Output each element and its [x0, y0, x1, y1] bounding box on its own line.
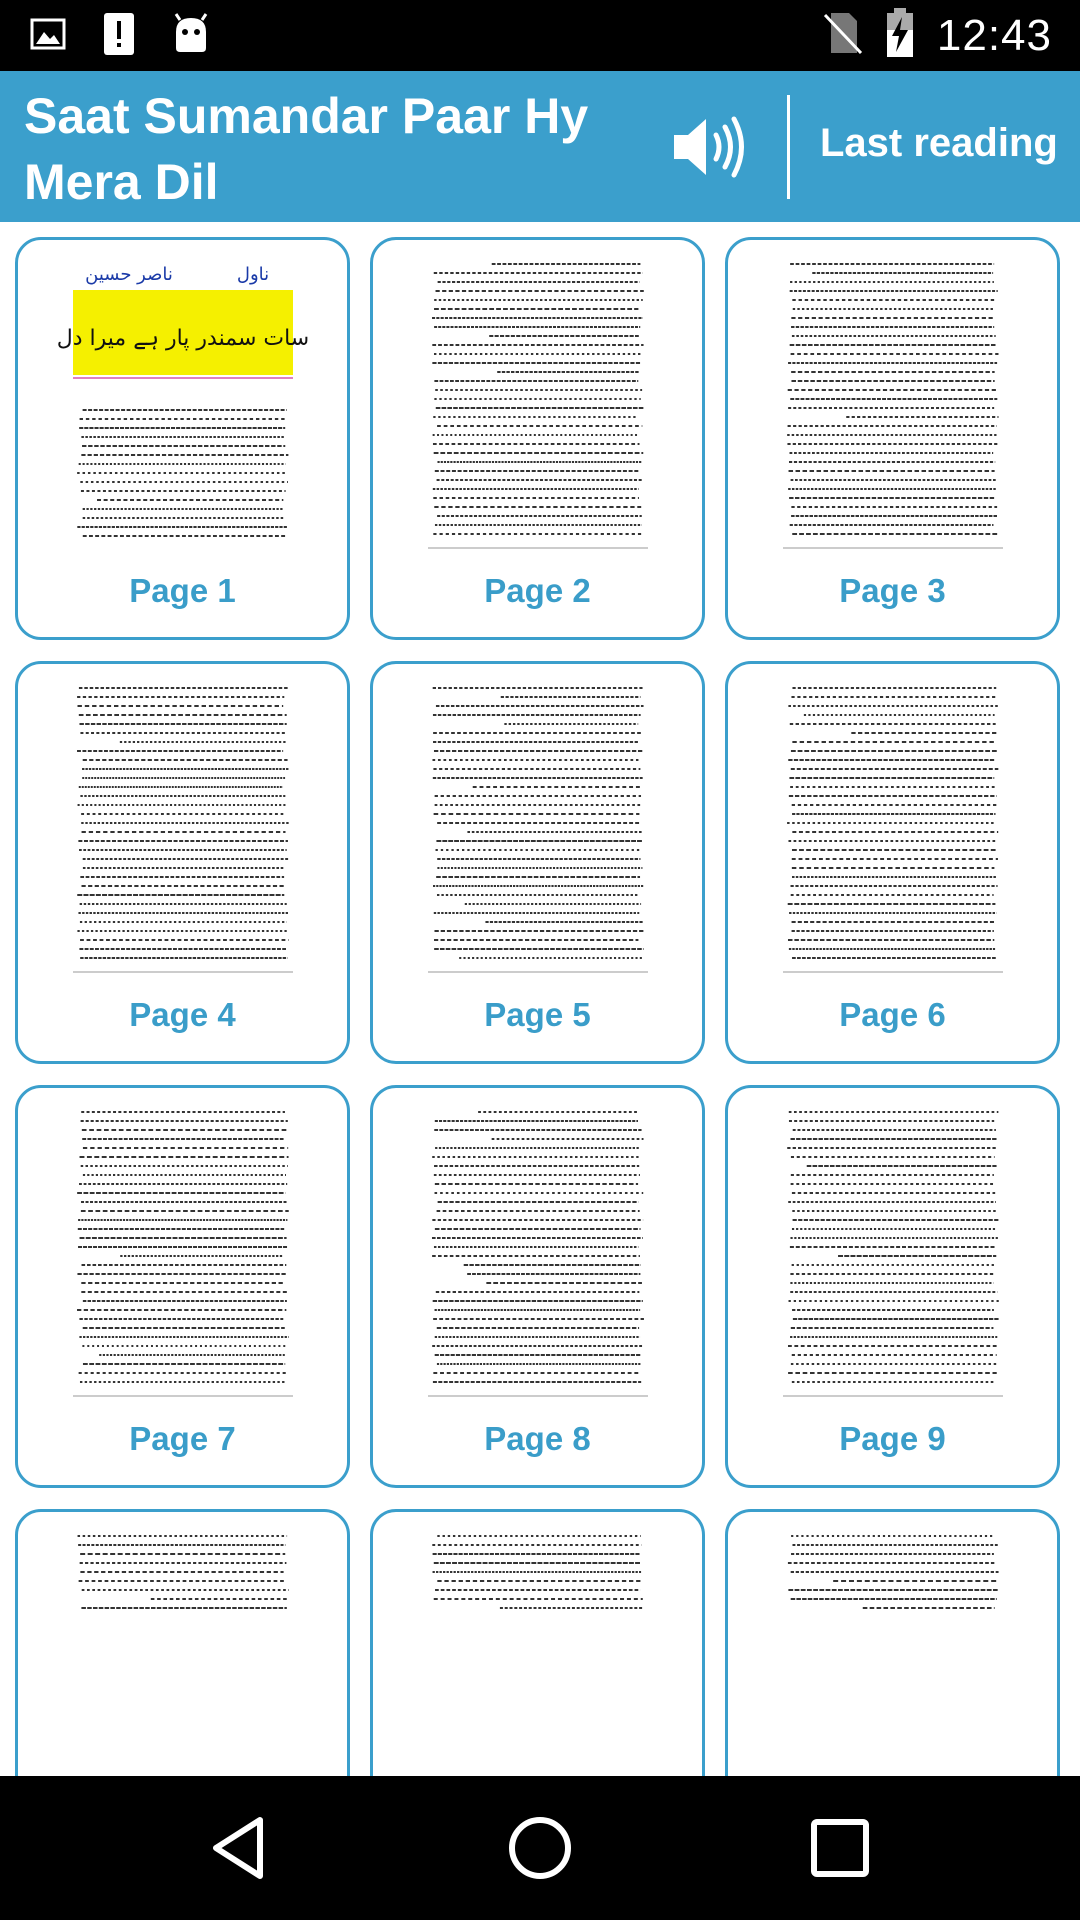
page-card[interactable] — [725, 661, 1060, 1064]
page-card-label: Page 9 — [839, 1420, 946, 1457]
page-thumbnail — [783, 1098, 1003, 1398]
back-triangle-icon — [198, 1806, 282, 1890]
cover-genre: ناول — [236, 264, 270, 285]
navigation-bar — [0, 1776, 1080, 1920]
recents-square-icon — [798, 1806, 882, 1890]
status-time: 12:43 — [936, 10, 1052, 60]
image-icon — [30, 18, 66, 55]
page-thumbnail — [428, 1098, 648, 1398]
page-card-label: Page 4 — [129, 996, 236, 1033]
page-card[interactable] — [725, 237, 1060, 640]
status-bar — [0, 0, 1080, 71]
page-grid[interactable] — [0, 222, 1080, 1596]
page-card[interactable] — [15, 237, 350, 640]
page-card[interactable] — [370, 661, 705, 1064]
page-title: Saat Sumandar Paar Hy Mera Dil — [24, 88, 589, 210]
speaker-volume-icon — [670, 109, 750, 185]
app-bar — [0, 71, 1080, 222]
app-bar-divider — [787, 95, 790, 199]
back-button[interactable] — [198, 1806, 282, 1890]
page-card[interactable] — [15, 661, 350, 1064]
alert-icon — [102, 11, 136, 62]
page-thumbnail — [428, 250, 648, 550]
status-system-icons — [823, 0, 1052, 71]
page-thumbnail — [428, 674, 648, 974]
last-reading-button[interactable]: Last reading — [820, 121, 1058, 165]
home-button[interactable] — [498, 1806, 582, 1890]
page-thumbnail — [783, 250, 1003, 550]
sound-button[interactable] — [670, 109, 750, 185]
android-icon — [172, 14, 210, 59]
page-thumbnail — [73, 674, 293, 974]
page-card-label: Page 8 — [484, 1420, 591, 1457]
page-thumbnail — [783, 674, 1003, 974]
page-card[interactable] — [370, 1085, 705, 1488]
page-card-label: Page 2 — [484, 572, 591, 609]
status-notification-icons — [30, 10, 210, 62]
page-card[interactable] — [725, 1085, 1060, 1488]
page-thumbnail — [56, 250, 310, 550]
cover-author: ناصر حسین — [85, 264, 173, 285]
page-card[interactable] — [370, 237, 705, 640]
page-card[interactable] — [15, 1085, 350, 1488]
recents-button[interactable] — [798, 1806, 882, 1890]
page-thumbnail — [73, 1098, 293, 1398]
page-card-label: Page 7 — [129, 1420, 236, 1457]
page-card-label: Page 6 — [839, 996, 946, 1033]
page-card-label: Page 5 — [484, 996, 591, 1033]
battery-charging-icon — [885, 8, 915, 63]
page-card-label: Page 3 — [839, 572, 946, 609]
no-sim-icon — [823, 11, 863, 60]
page-card-label: Page 1 — [129, 572, 236, 609]
home-circle-icon — [498, 1806, 582, 1890]
cover-title: سات سمندر پار ہے میرا دل — [56, 326, 310, 351]
